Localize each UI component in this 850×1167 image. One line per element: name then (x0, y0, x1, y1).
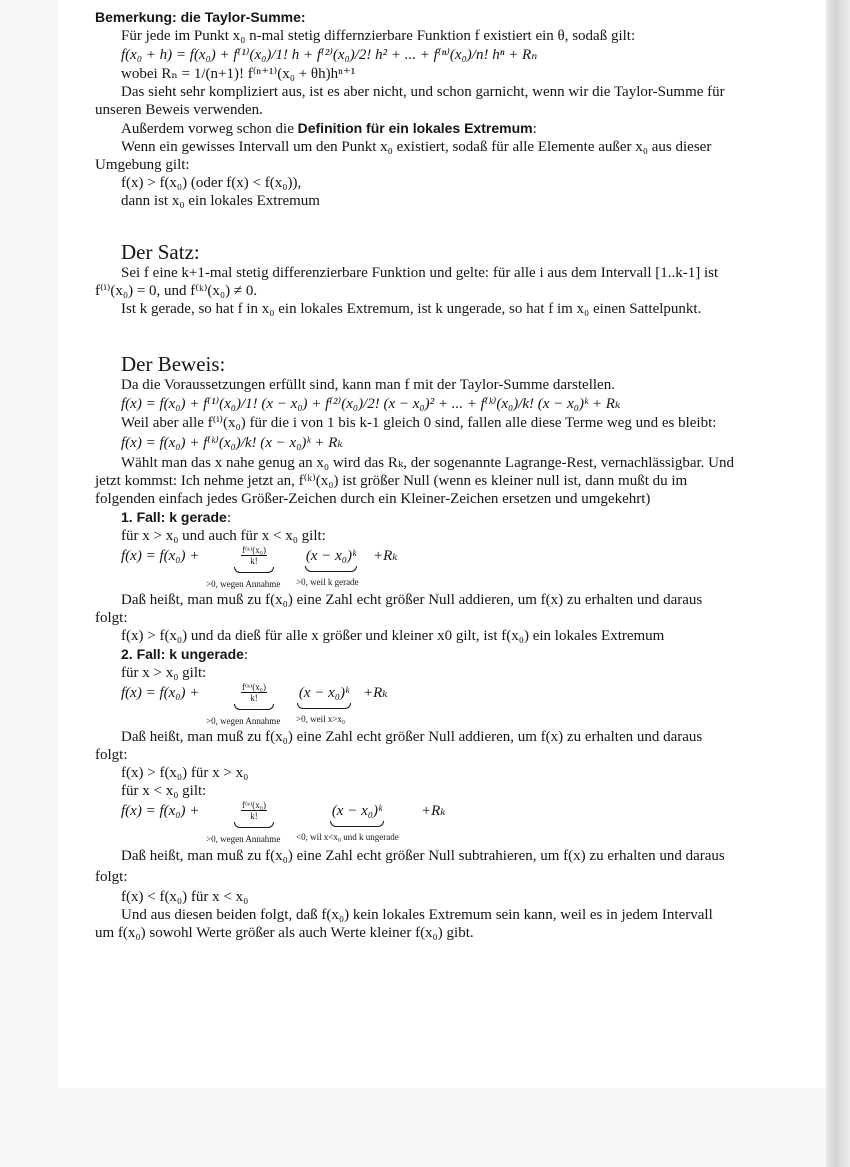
taylor-intro-line: Für jede im Punkt x₀ n-mal stetig differnzierbare Funktion f existiert ein θ, sodaß gilt: (121, 28, 636, 44)
case1-heading (95, 508, 735, 527)
case2a-brace-2 (297, 703, 351, 709)
case1-label-rest: : k gerade (160, 509, 227, 525)
case2b-brace-1 (234, 822, 274, 828)
case1-colon: : (226, 510, 231, 526)
case2b-frac-num: f⁽ᵏ⁾(x₀) (242, 800, 266, 810)
case2-braced-equation-a (95, 682, 735, 728)
case2b-note-assumption: >0, wegen Annahme (206, 834, 281, 844)
case1-note-even: >0, weil k gerade (296, 577, 359, 587)
case2-conclusion-a: Daß heißt, man muß zu f(x₀) eine Zahl echt größer Null addieren, um f(x) zu erhalten und daraus folgt: (95, 729, 703, 763)
case2-label-rest: : k ungerade (160, 646, 244, 662)
proof-final-statement: Und aus diesen beiden folgt, daß f(x₀) kein lokales Extremum sein kann, weil es in jedem Intervall um f(x₀) sowohl Werte größer als auch Werte kleiner f(x₀) gibt. (95, 907, 713, 941)
case1-result: f(x) > f(x₀) und da dieß für alle x größer und kleiner x0 gilt, ist f(x₀) ein lokales Extremum (121, 628, 665, 644)
case1-braced-equation (95, 545, 735, 591)
case2b-term (328, 802, 386, 827)
case1-conclusion: Daß heißt, man muß zu f(x₀) eine Zahl echt größer Null addieren, um f(x) zu erhalten und daraus folgt: (95, 592, 703, 626)
remark-heading (95, 8, 735, 27)
case2a-rest: +Rₖ (363, 685, 388, 701)
case2a-note-sign: >0, weil x>x₀ (296, 714, 346, 724)
case2a-brace-1 (234, 704, 274, 710)
case2-heading (95, 645, 735, 664)
case1-label: 1. Fall (121, 509, 161, 525)
definition-colon: : (532, 121, 537, 137)
theorem-consequence: Ist k gerade, so hat f in x₀ ein lokales Extremum, ist k ungerade, so hat f im x₀ einen Sattelpunkt. (121, 301, 702, 317)
case2a-note-assumption: >0, wegen Annahme (206, 716, 281, 726)
case1-frac-den: k! (250, 556, 258, 566)
taylor-comment: Das sieht sehr kompliziert aus, ist es aber nicht, und schon garnicht, wenn wir die Taylor-Summe für unseren Beweis verwenden. (95, 84, 725, 118)
remark-heading-rest: : die Taylor-Summe: (172, 9, 306, 25)
case1-brace-2 (305, 566, 357, 572)
case1-rest: +Rₖ (373, 548, 398, 564)
case2-condition-b: für x < x₀ gilt: (121, 783, 207, 799)
case2-result-a: f(x) > f(x₀) für x > x₀ (121, 765, 249, 781)
case2a-term (295, 684, 353, 709)
case2-braced-equation-b (95, 800, 735, 846)
case1-term (303, 547, 359, 572)
case1-term-text: (x − x₀)ᵏ (305, 548, 357, 564)
definition-conclusion: dann ist x₀ ein lokales Extremum (121, 193, 320, 209)
definition-text: Wenn ein gewisses Intervall um den Punkt x₀ existiert, sodaß für alle Elemente außer x₀ aus dieser Umgebung gilt: (95, 139, 712, 173)
case2-conclusion-b: Daß heißt, man muß zu f(x₀) eine Zahl echt größer Null subtrahieren, um f(x) zu erhalten und daraus folgt: (95, 848, 725, 885)
case2-label: 2. Fall (121, 646, 161, 662)
case2-condition-a: für x > x₀ gilt: (121, 665, 207, 681)
proof-reduced-equation: f(x) = f(x₀) + f⁽ᵏ⁾(x₀)/k! (x − x₀)ᵏ + Rₖ (121, 435, 343, 451)
case2a-frac-den: k! (250, 693, 258, 703)
case2a-frac-num: f⁽ᵏ⁾(x₀) (242, 682, 266, 692)
definition-title: Definition für ein lokales Extremum (297, 120, 533, 136)
case2b-term-text: (x − x₀)ᵏ (331, 803, 383, 819)
document-body (95, 8, 735, 942)
case2a-fraction (232, 682, 276, 710)
case2-result-b: f(x) < f(x₀) für x < x₀ (121, 889, 249, 905)
page-edge-shadow (826, 0, 850, 1167)
proof-title: Der Beweis: (121, 352, 226, 376)
case1-frac-num: f⁽ᵏ⁾(x₀) (242, 545, 266, 555)
theorem-title: Der Satz: (121, 240, 200, 264)
proof-intro: Da die Voraussetzungen erfüllt sind, kann man f mit der Taylor-Summe darstellen. (121, 377, 615, 393)
case1-brace-1 (234, 567, 274, 573)
case2b-brace-2 (330, 821, 384, 827)
case2a-lhs: f(x) = f(x₀) + (121, 685, 200, 701)
definition-lead (95, 119, 735, 138)
case2b-note-sign: <0, wil x<x₀ und k ungerade (296, 832, 399, 842)
proof-assumption: Wählt man das x nahe genug an x₀ wird das Rₖ, der sogenannte Lagrange-Rest, vernachlässigbar. Und jetzt kommst: Ich nehme jetzt an, f⁽ᵏ⁾(x₀) ist größer Null (wenn es kleiner null ist, dann mußt du im folgenden einfach jedes Größer-Zeichen durch ein Kleiner-Zeichen ersetzen und umgekehrt) (95, 455, 735, 507)
case1-condition: für x > x₀ und auch für x < x₀ gilt: (121, 528, 326, 544)
taylor-remainder: wobei Rₙ = 1/(n+1)! f⁽ⁿ⁺¹⁾(x₀ + θh)hⁿ⁺¹ (121, 66, 356, 82)
case2a-term-text: (x − x₀)ᵏ (298, 685, 350, 701)
definition-lead-text: Außerdem vorweg schon die (121, 121, 298, 137)
case1-fraction (232, 545, 276, 573)
case2-colon: : (243, 647, 249, 663)
case2b-rest: +Rₖ (421, 803, 446, 819)
taylor-formula: f(x₀ + h) = f(x₀) + f⁽¹⁾(x₀)/1! h + f⁽²⁾(x₀)/2! h² + ... + f⁽ⁿ⁾(x₀)/n! hⁿ + Rₙ (121, 47, 538, 63)
case2b-lhs: f(x) = f(x₀) + (121, 803, 200, 819)
definition-condition: f(x) > f(x₀) (oder f(x) < f(x₀)), (121, 175, 302, 191)
case2b-frac-den: k! (250, 811, 258, 821)
proof-terms-vanish: Weil aber alle f⁽ⁱ⁾(x₀) für die i von 1 bis k-1 gleich 0 sind, fallen alle diese Terme weg und es bleibt: (121, 415, 717, 431)
remark-heading-label: Bemerkung (95, 9, 173, 25)
theorem-statement: Sei f eine k+1-mal stetig differenzierbare Funktion und gelte: für alle i aus dem Intervall [1..k-1] ist f⁽ⁱ⁾(x₀) = 0, und f⁽ᵏ⁾(x₀) ≠ 0. (95, 265, 719, 299)
case1-note-assumption: >0, wegen Annahme (206, 579, 281, 589)
case1-lhs: f(x) = f(x₀) + (121, 548, 200, 564)
case2b-fraction (232, 800, 276, 828)
proof-taylor-equation: f(x) = f(x₀) + f⁽¹⁾(x₀)/1! (x − x₀) + f⁽²⁾(x₀)/2! (x − x₀)² + ... + f⁽ᵏ⁾(x₀)/k! (x − x₀)ᵏ + Rₖ (121, 396, 621, 412)
